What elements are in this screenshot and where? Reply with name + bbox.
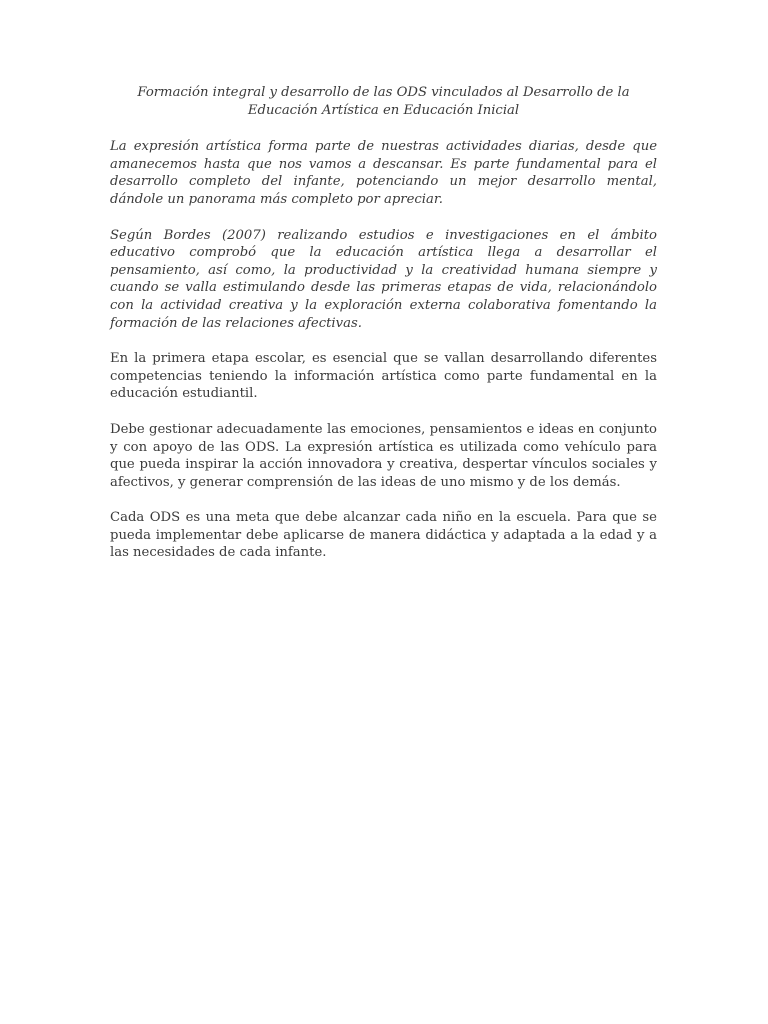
document-page [110,84,657,580]
paragraph-primera-etapa: En la primera etapa escolar, es esencial que se vallan desarrollando diferentes competencias teniendo la información artística como parte fundamental en la educación estudiantil. [110,351,657,402]
paragraph-cada-ods: Cada ODS es una meta que debe alcanzar cada niño en la escuela. Para que se pueda implementar debe aplicarse de manera didáctica y adaptada a la edad y a las necesidades de cada infante. [110,510,657,561]
paragraph-intro: La expresión artística forma parte de nuestras actividades diarias, desde que amanecemos hasta que nos vamos a descansar. Es parte fundamental para el desarrollo completo del infante, potenciando un mejor desarrollo mental, dándole un panorama más completo por apreciar. [110,139,657,207]
paragraph-bordes: Según Bordes (2007) realizando estudios e investigaciones en el ámbito educativo comprobó que la educación artística llega a desarrollar el pensamiento, así como, la productividad y la creatividad humana siempre y cuando se valla estimulando desde las primeras etapas de vida, relacionándolo con la actividad creativa y la exploración externa colaborativa fomentando la formación de las relaciones afectivas. [110,227,657,331]
document-title: Formación integral y desarrollo de las ODS vinculados al Desarrollo de la Educación Artística en Educación Inicial [137,85,630,118]
paragraph-gestionar: Debe gestionar adecuadamente las emociones, pensamientos e ideas en conjunto y con apoyo de las ODS. La expresión artística es utilizada como vehículo para que pueda inspirar la acción innovadora y creativa, despertar vínculos sociales y afectivos, y generar comprensión de las ideas de uno mismo y de los demás. [110,421,657,490]
